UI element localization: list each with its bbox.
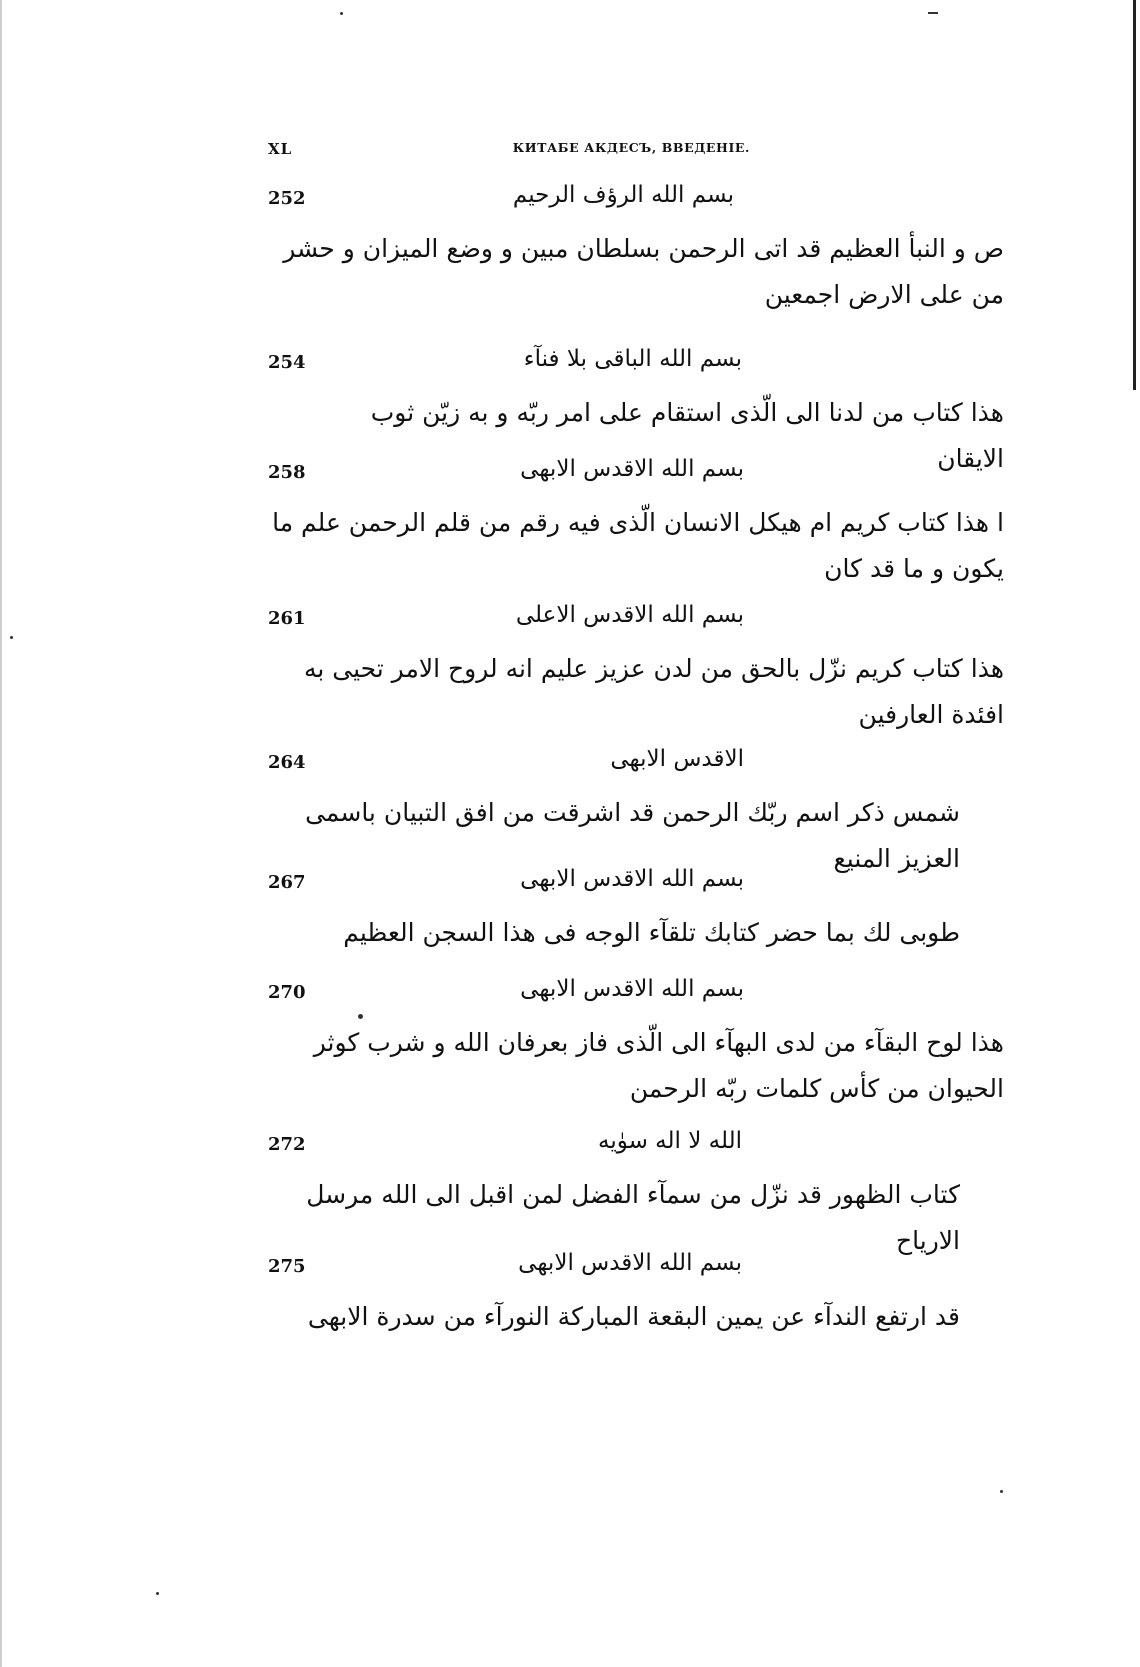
entry-number: 261 <box>268 608 306 629</box>
entry-text: هذا كتاب كريم نزّل بالحق من لدن عزيز عليم انه لروح الامر تحيى به افئدة العارفين <box>303 654 1004 729</box>
entry-invocation: بسم الله الاقدس الابهى <box>520 456 744 482</box>
entry-head <box>268 342 1004 382</box>
entry-number: 272 <box>268 1134 306 1155</box>
scan-speck <box>340 12 343 15</box>
entry-head <box>268 1246 1004 1286</box>
page-numeral: XL <box>268 140 293 158</box>
page-edge-line-right <box>1133 0 1136 390</box>
entry-text: طوبى لك بما حضر كتابك تلقآء الوجه فى هذا السجن العظيم <box>343 918 960 947</box>
entry-text: قد ارتفع الندآء عن يمين البقعة المباركة النورآء من سدرة الابهى <box>307 1302 960 1331</box>
entry-text: كتاب الظهور قد نزّل من سمآء الفضل لمن اقبل الى الله مرسل الارياح <box>306 1180 960 1255</box>
page-header <box>268 140 750 162</box>
entry-invocation: بسم الله الرؤف الرحيم <box>512 182 734 208</box>
scan-speck <box>156 1592 159 1595</box>
page-edge-line-left <box>0 0 2 1667</box>
entry-number: 264 <box>268 752 306 773</box>
entry-head <box>268 452 1004 492</box>
entry-number: 252 <box>268 188 306 209</box>
entry-text: هذا كتاب من لدنا الى الّذى استقام على امر ربّه و به زيّن ثوب الايقان <box>370 398 1004 473</box>
entry-267 <box>268 862 1004 956</box>
entry-invocation: بسم الله الاقدس الابهى <box>520 976 744 1002</box>
entry-invocation: بسم الله الاقدس الابهى <box>520 866 744 892</box>
entry-head <box>268 742 1004 782</box>
entry-text: ص و النبأ العظيم قد اتى الرحمن بسلطان مبين و وضع الميزان و حشر من على الارض اجمعين <box>283 234 1004 309</box>
entry-252 <box>268 178 1004 318</box>
entry-number: 258 <box>268 462 306 483</box>
entry-number: 267 <box>268 872 306 893</box>
entry-text: هذا لوح البقآء من لدى البهآء الى الّذى فاز بعرفان الله و شرب كوثر الحيوان من كأس كلمات ربّه الرحمن <box>313 1028 1004 1103</box>
entry-head <box>268 598 1004 638</box>
entry-264 <box>268 742 1004 882</box>
entry-text: شمس ذكر اسم ربّك الرحمن قد اشرقت من افق التبيان باسمى العزيز المنيع <box>305 798 960 873</box>
entry-invocation: بسم الله الاقدس الاعلى <box>515 602 744 628</box>
entry-head <box>268 972 1004 1012</box>
entry-number: 270 <box>268 982 306 1003</box>
entry-head <box>268 1124 1004 1164</box>
entry-invocation: الله لا اله سوٰيه <box>597 1128 742 1154</box>
entry-270 <box>268 972 1004 1112</box>
entry-number: 275 <box>268 1256 306 1277</box>
entry-261 <box>268 598 1004 738</box>
running-title: КИТАБЕ АКДЕСЪ, ВВЕДЕНІЕ. <box>512 140 750 155</box>
entry-275 <box>268 1246 1004 1340</box>
entry-text: ا هذا كتاب كريم ام هيكل الانسان الّذى فيه رقم من قلم الرحمن علم ما يكون و ما قد كان <box>272 508 1004 583</box>
scan-speck <box>10 636 13 639</box>
entry-invocation: بسم الله الاقدس الابهى <box>518 1250 742 1276</box>
entry-head <box>268 862 1004 902</box>
entry-272 <box>268 1124 1004 1264</box>
entry-invocation: بسم الله الباقى بلا فنآء <box>523 346 742 372</box>
scan-speck <box>1000 1490 1003 1493</box>
scan-speck <box>358 1014 363 1019</box>
entry-258 <box>268 452 1004 592</box>
scan-speck <box>928 12 938 14</box>
entry-number: 254 <box>268 352 306 373</box>
entry-invocation: الاقدس الابهى <box>610 746 744 772</box>
entry-head <box>268 178 1004 218</box>
